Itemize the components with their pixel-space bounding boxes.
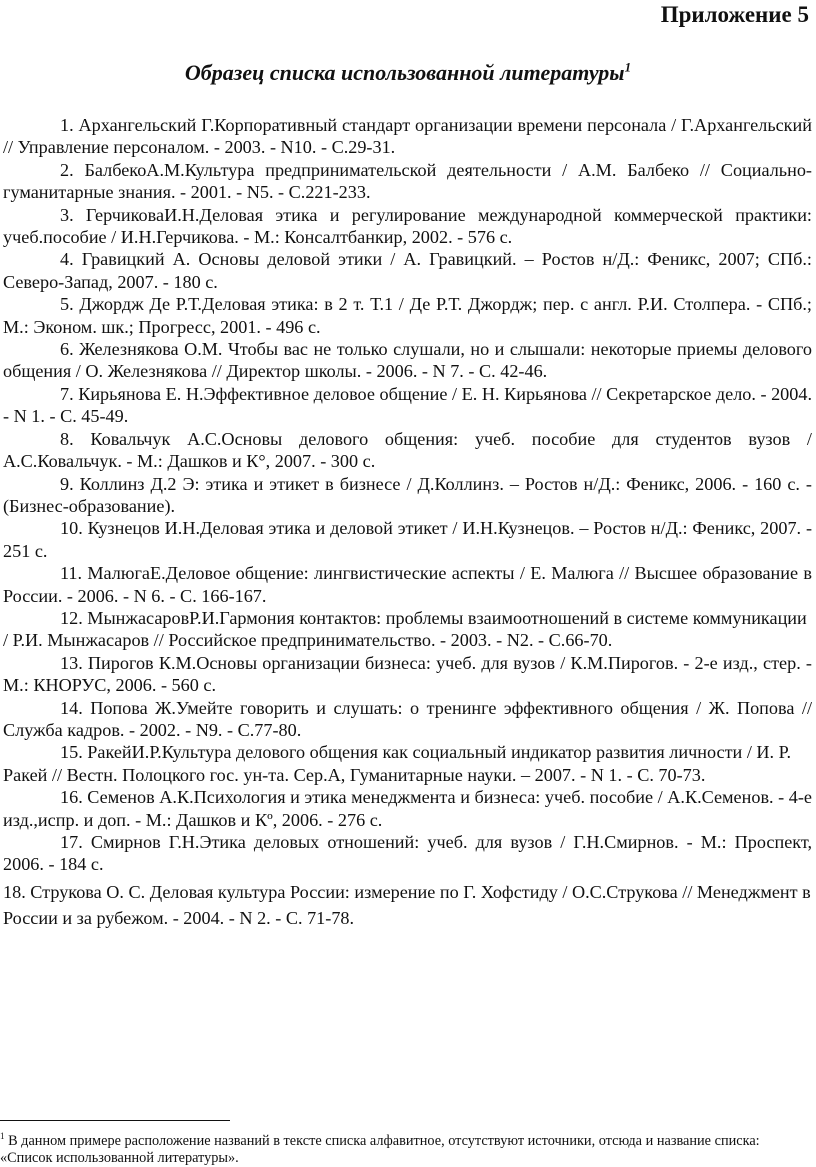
title-footnote-mark: 1	[624, 59, 632, 75]
reference-item: 14. Попова Ж.Умейте говорить и слушать: о тренинге эффективного общения / Ж. Попова // Служба кадров. - 2002. - N9. - С.77-80.	[3, 697, 812, 740]
footnote-text: В данном примере расположение названий в тексте списка алфавитное, отсутствуют источники, отсюда и название списка: «Список использованной литературы».	[0, 1132, 760, 1166]
reference-item: 13. Пирогов К.М.Основы организации бизнеса: учеб. для вузов / К.М.Пирогов. - 2-е изд., стер. - М.: КНОРУС, 2006. - 560 с.	[3, 652, 812, 696]
title-text: Образец списка использованной литературы	[184, 60, 625, 85]
reference-list	[3, 114, 812, 931]
reference-item: 6. Железнякова О.М. Чтобы вас не только слушали, но и слышали: некоторые приемы делового общения / О. Железнякова // Директор школы. - 2006. - N 7. - С. 42-46.	[3, 339, 812, 382]
reference-item: 16. Семенов А.К.Психология и этика менеджмента и бизнеса: учеб. пособие / А.К.Семенов. - 4-е изд.,испр. и доп. - М.: Дашков и Кº, 2006. - 276 с.	[3, 787, 812, 830]
footnote-mark: 1	[0, 1131, 5, 1141]
reference-item: 15. РакейИ.Р.Культура делового общения как социальный индикатор развития личности / И. Р. Ракей // Вестн. Полоцкого гос. ун-та. Сер.А, Гуманитарные науки. – 2007. - N 1. - С. 70-73.	[3, 742, 792, 785]
reference-item: 7. Кирьянова Е. Н.Эффективное деловое общение / Е. Н. Кирьянова // Секретарское дело. - 2004. - N 1. - С. 45-49.	[3, 383, 812, 427]
reference-item: 12. МынжасаровР.И.Гармония контактов: проблемы взаимоотношений в системе коммуникации / Р.И. Мынжасаров // Российское предпринимательство. - 2003. - N2. - С.66-70.	[3, 607, 807, 651]
reference-item: 11. МалюгаЕ.Деловое общение: лингвистические аспекты / Е. Малюга // Высшее образование в России. - 2006. - N 6. - С. 166-167.	[3, 563, 812, 606]
reference-item: 3. ГерчиковаИ.Н.Деловая этика и регулирование международной коммерческой практики: учеб.пособие / И.Н.Герчикова. - М.: Консалтбанкир, 2002. - 576 с.	[3, 204, 812, 248]
footnote	[0, 1128, 812, 1167]
reference-item: 2. БалбекоА.М.Культура предпринимательской деятельности / А.М. Балбеко // Социально-гуманитарные знания. - 2001. - N5. - С.221-233.	[3, 159, 812, 203]
reference-item: 5. Джордж Де Р.Т.Деловая этика: в 2 т. Т.1 / Де Р.Т. Джордж; пер. с англ. Р.И. Столпера. - СПб.; М.: Эконом. шк.; Прогресс, 2001. - 496 с.	[3, 294, 812, 337]
appendix-label: Приложение 5	[660, 2, 809, 27]
reference-item: 17. Смирнов Г.Н.Этика деловых отношений: учеб. для вузов / Г.Н.Смирнов. - М.: Проспект, 2006. - 184 с.	[3, 832, 812, 875]
footnote-separator	[0, 1120, 230, 1121]
reference-item: 4. Гравицкий А. Основы деловой этики / А. Гравицкий. – Ростов н/Д.: Феникс, 2007; СПб.: Северо-Запад, 2007. - 180 с.	[3, 249, 812, 292]
reference-item: 10. Кузнецов И.Н.Деловая этика и деловой этикет / И.Н.Кузнецов. – Ростов н/Д.: Феникс, 2007. - 251 с.	[3, 518, 812, 561]
reference-item: 18. Струкова О. С. Деловая культура России: измерение по Г. Хофстиду / О.С.Струкова // Менеджмент в России и за рубежом. - 2004. - N 2. - С. 71-78.	[3, 881, 811, 928]
reference-item: 9. Коллинз Д.2 Э: этика и этикет в бизнесе / Д.Коллинз. – Ростов н/Д.: Феникс, 2006. - 160 с. - (Бизнес-образование).	[3, 473, 812, 516]
reference-item: 1. Архангельский Г.Корпоративный стандарт организации времени персонала / Г.Архангельский // Управление персоналом. - 2003. - N10. - С.29-31.	[3, 115, 812, 158]
reference-item: 8. Ковальчук А.С.Основы делового общения: учеб. пособие для студентов вузов / А.С.Ковальчук. - М.: Дашков и К°, 2007. - 300 с.	[3, 428, 812, 472]
page-title	[0, 60, 816, 86]
